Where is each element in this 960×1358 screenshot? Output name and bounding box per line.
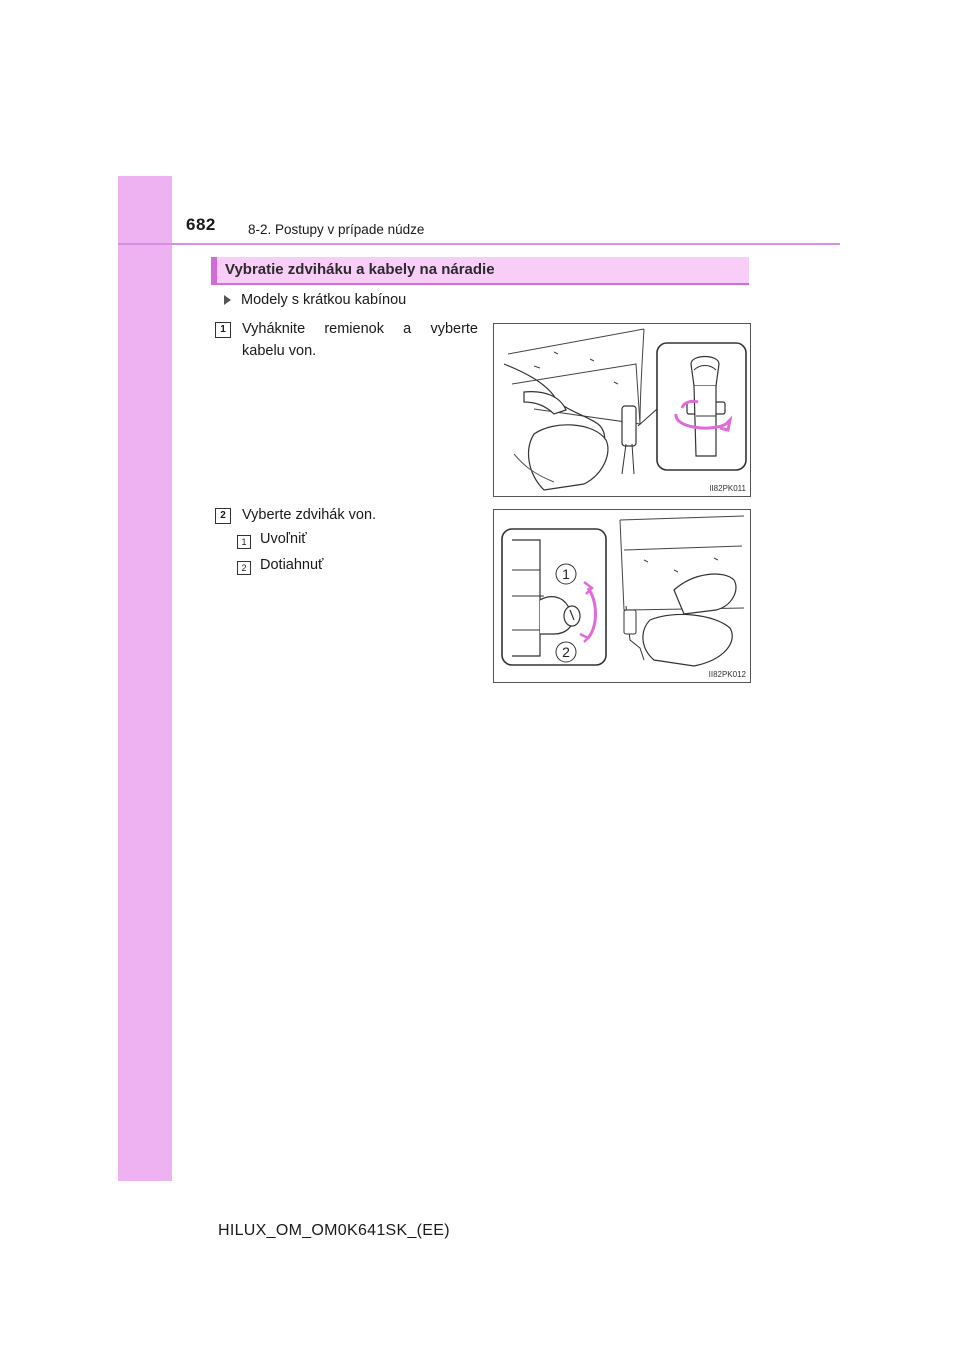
footer-document-id: HILUX_OM_OM0K641SK_(EE) bbox=[218, 1222, 450, 1239]
header-rule bbox=[118, 243, 840, 245]
step-2-text: Vyberte zdvihák von. bbox=[242, 507, 377, 523]
triangle-arrow-icon bbox=[224, 295, 231, 305]
figure-1-code: II82PK011 bbox=[709, 484, 746, 493]
callout-1: 1 bbox=[562, 566, 570, 582]
substep-2-badge: 2 bbox=[237, 561, 251, 575]
step-1-badge: 1 bbox=[215, 322, 231, 338]
subsection-title: Vybratie zdviháku a kabely na náradie bbox=[225, 261, 495, 278]
substep-1-text: Uvoľniť bbox=[260, 531, 307, 547]
figure-2-code: II82PK012 bbox=[708, 670, 746, 679]
side-tab-band bbox=[118, 176, 172, 1181]
subsection-heading bbox=[211, 257, 749, 285]
callout-2: 2 bbox=[562, 644, 570, 660]
substep-2-text: Dotiahnuť bbox=[260, 557, 324, 573]
model-note bbox=[224, 292, 406, 308]
step-2-badge: 2 bbox=[215, 508, 231, 524]
jack-illustration bbox=[494, 510, 750, 682]
figure-jack-removal bbox=[493, 509, 751, 683]
strap-illustration bbox=[494, 324, 750, 496]
section-title: 8-2. Postupy v prípade núdze bbox=[248, 222, 425, 237]
page-number: 682 bbox=[186, 215, 216, 234]
step-1-text: Vyháknite remienok a vyberte kabelu von. bbox=[242, 321, 478, 359]
figure-strap-unhook bbox=[493, 323, 751, 497]
substep-1-badge: 1 bbox=[237, 535, 251, 549]
heading-accent bbox=[211, 257, 217, 283]
model-note-text: Modely s krátkou kabínou bbox=[241, 292, 407, 308]
